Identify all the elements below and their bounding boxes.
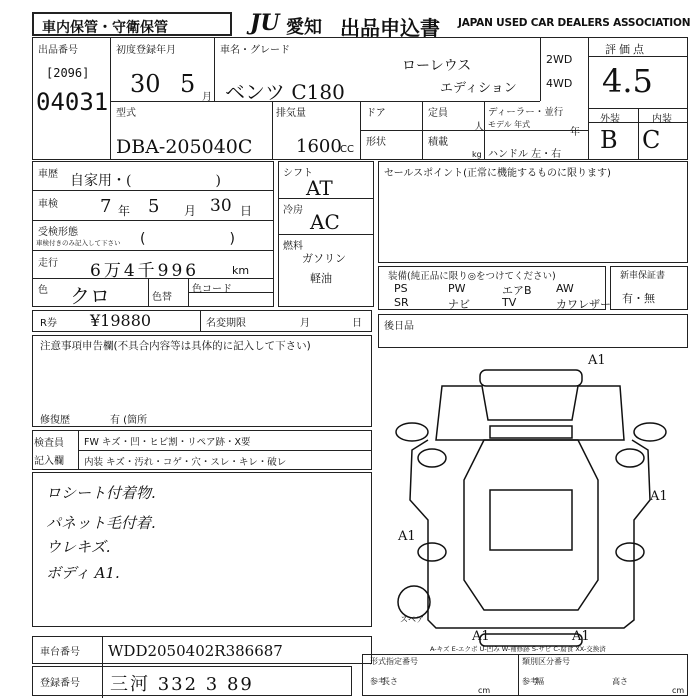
association-name: JAPAN USED CAR DEALERS ASSOCIATION [458, 17, 691, 29]
color-change-label: 色替 [152, 292, 172, 303]
spare-label: スペア [400, 615, 424, 624]
load-label: 積載 [428, 137, 448, 148]
later-items [378, 314, 688, 348]
dealer-label: ディーラー・並行 [488, 107, 564, 118]
notes-label: 注意事項申告欄(不具合内容等は具体的に記入して下さい) [40, 340, 311, 352]
lot-sub: [2096] [46, 66, 90, 80]
equip-label: 装備(純正品に限り◎をつけてください) [388, 271, 556, 282]
capacity-unit: 人 [474, 122, 484, 133]
shaken-year: 7 [100, 196, 112, 217]
equip-item: AW [556, 282, 574, 295]
model-year-label: モデル 年式 [488, 120, 531, 129]
handle-label: ハンドル 左・右 [488, 149, 562, 160]
org-name: 愛知 [286, 17, 322, 38]
cm-1: cm [478, 686, 491, 695]
shift-value: AT [306, 176, 333, 200]
diagram-mark-5: A1 [572, 629, 590, 644]
lot-label: 出品番号 [38, 45, 78, 56]
equip-item: ナビ [448, 298, 470, 311]
model-grade1: ローレウス [402, 58, 472, 74]
cm-2: cm [672, 686, 685, 695]
recycle-row [32, 310, 372, 332]
color-code-label: 色コード [192, 284, 232, 295]
storage-badge-text: 車内保管・守衛保管 [42, 20, 168, 36]
model-grade2: エディション [440, 81, 517, 96]
name-change-day: 日 [352, 318, 362, 329]
inspector-interior: 内装 キズ・汚れ・コゲ・穴・スレ・キレ・破レ [84, 457, 287, 468]
displacement-value: 1600 [296, 136, 342, 157]
width-label: 幅 [536, 677, 544, 686]
score-value: 4.5 [602, 62, 653, 100]
type-label: 型式 [116, 108, 136, 119]
capacity-label: 定員 [428, 108, 448, 119]
equip-item: エアB [502, 284, 532, 297]
handwritten-line1: ロシート付着物. [46, 484, 156, 502]
plate-label: 登録番号 [40, 678, 80, 689]
shaken-month: 5 [148, 196, 160, 217]
receipt-paren: ( ) [140, 231, 235, 247]
color-value: クロ [70, 284, 110, 308]
chassis-value: WDD2050402R386687 [108, 642, 283, 660]
shaken-month-unit: 月 [184, 204, 197, 218]
model-name: ベンツ C180 [225, 80, 345, 104]
mileage-unit: km [232, 264, 250, 277]
history-label: 車歴 [38, 169, 58, 180]
type-value: DBA-205040C [116, 136, 253, 158]
model-label: 車名・グレード [220, 45, 290, 56]
receipt-label: 受検形態 [38, 227, 78, 238]
ac-label: 冷房 [283, 205, 303, 216]
shaken-year-unit: 年 [118, 204, 131, 218]
receipt-note: 車検付きのみ記入して下さい [36, 239, 121, 247]
ref-label-1: 参考 [370, 677, 386, 686]
displacement-label: 排気量 [276, 108, 306, 119]
diagram-mark-4: A1 [650, 489, 668, 504]
int-label: 内装 [652, 114, 672, 125]
equip-item: PW [448, 282, 466, 295]
car-damage-diagram [392, 350, 688, 650]
recycle-value: ¥19880 [90, 311, 152, 330]
form-title: 出品申込書 [340, 16, 440, 40]
repair-value: 有 (箇所 [110, 415, 148, 426]
first-reg-unit: 月 [202, 92, 212, 103]
fuel-gasoline: ガソリン [302, 252, 346, 265]
equip-item: SR [394, 296, 409, 309]
drive-4wd: 4WD [546, 77, 573, 90]
door-label: ドア [366, 108, 386, 119]
shape-label: 形状 [366, 137, 386, 148]
fuel-label: 燃料 [283, 241, 303, 252]
shaken-day: 30 [210, 196, 232, 216]
inspector-fw: FW キズ・凹・ヒビ割・リペア跡・X要 [84, 437, 251, 448]
chassis-label: 車台番号 [40, 647, 80, 658]
shaken-day-unit: 日 [240, 204, 253, 218]
plate-value: 三河 332 3 89 [110, 674, 254, 695]
mileage-value: 6万4千996 [90, 261, 200, 281]
later-items-label: 後日品 [384, 321, 414, 332]
recycle-label: R券 [40, 318, 57, 329]
len-label: 長さ [382, 677, 398, 686]
model-year-unit: 年 [570, 127, 580, 138]
first-reg-year: 30 [130, 70, 161, 98]
drive-2wd: 2WD [546, 53, 573, 66]
ac-value: AC [310, 210, 340, 234]
inspector-label1: 検査員 [34, 438, 64, 449]
name-change-label: 名変期限 [206, 318, 246, 329]
color-label: 色 [38, 285, 48, 296]
diagram-legend: A-キズ E-エクボ U-凹み W-補修跡 S-サビ C-腐食 XX-交換済 [430, 645, 606, 653]
warranty-opt: 有・無 [622, 292, 655, 305]
shape-spec-label: 形式指定番号 [370, 657, 418, 666]
mileage-label: 走行 [38, 258, 58, 269]
inspector-label2: 記入欄 [34, 456, 64, 467]
handwritten-line3: ウレキズ. [46, 538, 111, 556]
first-reg-month: 5 [180, 70, 196, 98]
lot-number: 04031 [36, 88, 109, 116]
ext-label: 外装 [600, 114, 620, 125]
ref-label-2: 参考 [522, 677, 538, 686]
repair-label: 修復歴 [40, 415, 70, 426]
storage-badge [32, 12, 232, 36]
history-value: 自家用・( ) [70, 173, 221, 189]
height-label: 高さ [612, 677, 628, 686]
equip-item: TV [502, 296, 517, 309]
int-grade: C [642, 126, 661, 154]
diagram-mark-2: A1 [398, 529, 416, 544]
fuel-diesel: 軽油 [310, 272, 332, 285]
load-unit: kg [472, 150, 482, 159]
score-label: 評価点 [605, 43, 647, 56]
name-change-month: 月 [300, 318, 310, 329]
cat-spec-label: 類別区分番号 [522, 657, 570, 666]
shaken-label: 車検 [38, 199, 58, 210]
displacement-unit: CC [340, 144, 354, 155]
equip-item: PS [394, 282, 408, 295]
ext-grade: B [600, 126, 618, 154]
warranty-label: 新車保証書 [620, 271, 666, 281]
handwritten-line4: ボディ A1. [46, 564, 120, 582]
equip-item: カワレザー [556, 298, 611, 311]
diagram-mark-1: A1 [588, 353, 606, 368]
handwritten-line2: パネット毛付着. [46, 514, 156, 532]
shift-label: シフト [283, 168, 313, 179]
ju-logo: JU [250, 10, 280, 36]
sales-label: セールスポイント(正常に機能するものに限ります) [384, 168, 611, 179]
first-reg-label: 初度登録年月 [116, 45, 176, 56]
diagram-mark-3: A1 [472, 629, 490, 644]
